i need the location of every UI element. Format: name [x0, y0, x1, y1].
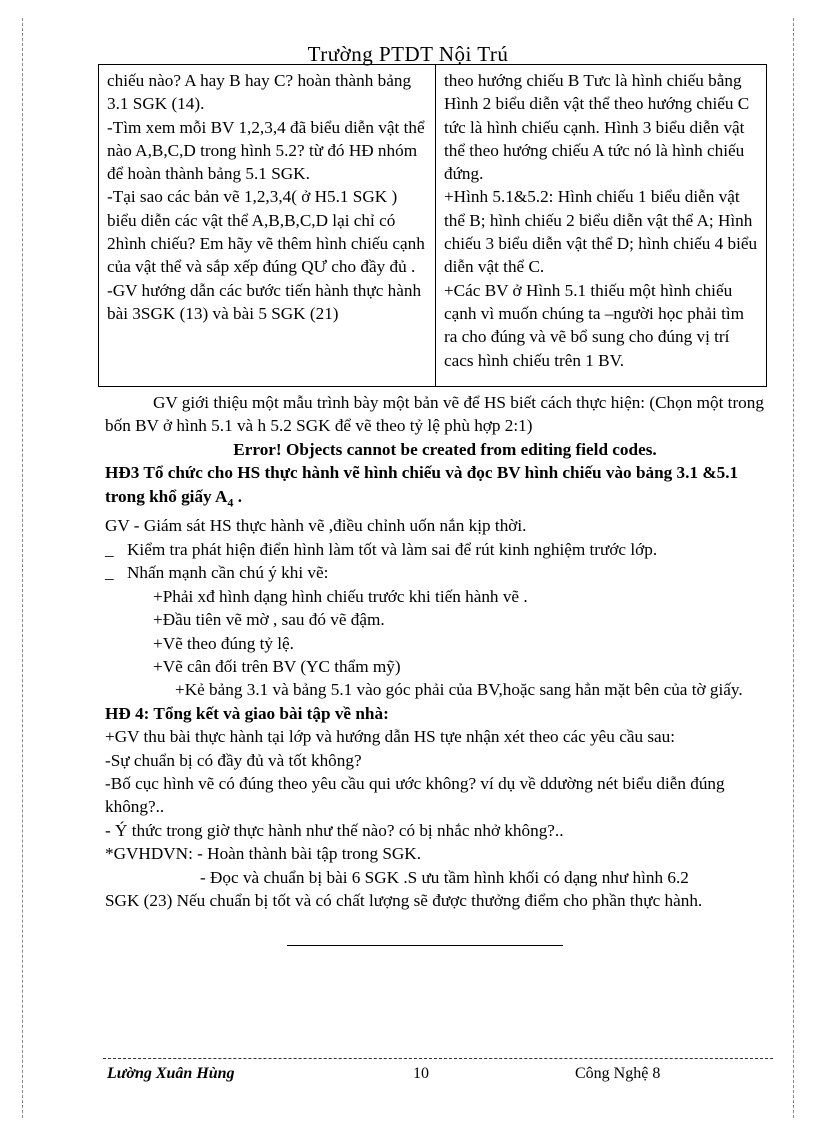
- list-item: [105, 538, 765, 561]
- error-message: Error! Objects cannot be created from editing field codes.: [233, 439, 657, 459]
- plus-item: +Vẽ cân đối trên BV (YC thẩm mỹ): [153, 656, 401, 676]
- gvhd-line: SGK (23) Nếu chuẩn bị tốt và có chất lượng sẽ được thưởng điểm cho phần thực hành.: [105, 890, 703, 910]
- plus-item: +Đầu tiên vẽ mờ , sau đó vẽ đậm.: [153, 610, 385, 630]
- table-paragraph: -Tìm xem mỗi BV 1,2,3,4 đã biểu diễn vật thể nào A,B,C,D trong hình 5.2? từ đó HĐ nhóm để hoàn thành bảng 5.1 SGK.: [107, 117, 425, 184]
- page-header-title: Trường PTDT Nội Trú: [307, 42, 509, 66]
- hd3-heading-subscript: 4: [227, 495, 234, 510]
- hd4-line: +GV thu bài thực hành tại lớp và hướng dẫn HS tựe nhận xét theo các yêu cầu sau:: [105, 727, 676, 747]
- table-paragraph: +Các BV ở Hình 5.1 thiếu một hình chiếu cạnh vì muốn chúng ta –người học phải tìm ra cho đúng và vẽ bổ sung cho đúng vị trí cacs hình chiếu trên 1 BV.: [443, 280, 745, 370]
- footer-subject: Công Nghệ 8: [575, 1065, 661, 1082]
- separator-line: [287, 945, 563, 946]
- dash-bullet: _: [105, 563, 114, 583]
- hd3-heading-text: HĐ3 Tổ chức cho HS thực hành vẽ hình chiếu và đọc BV hình chiếu vào bảng 3.1 &5.1 trong khổ giấy A: [105, 463, 739, 506]
- gvhd-text: - Hoàn thành bài tập trong SGK.: [192, 844, 422, 864]
- list-item-text: Nhấn mạnh cần chú ý khi vẽ:: [127, 563, 329, 583]
- table-paragraph: +Hình 5.1&5.2: Hình chiếu 1 biểu diễn vật thể B; hình chiếu 2 biểu diễn vật thể A; Hình chiếu 3 biểu diễn vật thể D; hình chiếu 4 biểu diễn vật thể C.: [443, 187, 758, 277]
- gvhd-line: - Đọc và chuẩn bị bài 6 SGK .S ưu tầm hình khối có dạng như hình 6.2: [200, 867, 689, 887]
- dash-bullet: _: [105, 539, 114, 559]
- footer-author: Lường Xuân Hùng: [107, 1065, 235, 1082]
- list-item-text: Kiểm tra phát hiện điển hình làm tốt và làm sai để rút kinh nghiệm trước lớp.: [127, 539, 658, 559]
- plus-item: +Kẻ bảng 3.1 và bảng 5.1 vào góc phải của BV,hoặc sang hẳn mặt bên của tờ giấy.: [175, 680, 743, 700]
- table-cell-left: [99, 65, 436, 386]
- plus-item: +Phải xđ hình dạng hình chiếu trước khi tiến hành vẽ .: [153, 586, 528, 606]
- gvhd-line: [105, 842, 765, 865]
- list-item: [105, 561, 765, 584]
- hd4-heading: HĐ 4: Tổng kết và giao bài tập về nhà:: [105, 703, 389, 723]
- footer-divider: [103, 1058, 773, 1059]
- main-body: [105, 391, 765, 912]
- table-paragraph: -Tại sao các bản vẽ 1,2,3,4( ở H5.1 SGK ) biểu diễn các vật thể A,B,B,C,D lại chỉ có 2hình chiếu? Em hãy vẽ thêm hình chiếu cạnh của vật thể và sắp xếp đúng QƯ cho đầy đủ .: [107, 187, 425, 277]
- gv-line: GV - Giám sát HS thực hành vẽ ,điều chỉnh uốn nắn kịp thời.: [105, 516, 527, 536]
- footer-page-number: 10: [413, 1065, 429, 1082]
- hd4-line: -Bố cục hình vẽ có đúng theo yêu cầu qui ước không? ví dụ về ddường nét biểu diễn đúng không?..: [105, 773, 725, 817]
- hd4-line: - Ý thức trong giờ thực hành như thế nào? có bị nhắc nhở không?..: [105, 820, 564, 840]
- table-cell-right: [436, 65, 766, 386]
- hd3-heading: [105, 461, 765, 514]
- intro-paragraph: GV giới thiệu một mẫu trình bày một bản vẽ để HS biết cách thực hiện: (Chọn một trong bốn BV ở hình 5.1 và h 5.2 SGK để vẽ theo tỷ lệ phù hợp 2:1): [105, 393, 764, 436]
- table-paragraph: chiếu nào? A hay B hay C? hoàn thành bảng 3.1 SGK (14).: [107, 71, 412, 114]
- plus-item: +Vẽ theo đúng tỷ lệ.: [153, 633, 294, 653]
- table-paragraph: theo hướng chiếu B Tưc là hình chiếu bằng: [443, 71, 742, 90]
- table-paragraph: -GV hướng dẫn các bước tiến hành thực hành bài 3SGK (13) và bài 5 SGK (21): [107, 280, 422, 323]
- content-table: [98, 64, 767, 387]
- hd3-heading-end: .: [233, 486, 243, 506]
- table-paragraph: Hình 2 biểu diễn vật thể theo hướng chiếu C tức là hình chiếu cạnh. Hình 3 biểu diễn vật thể theo hướng chiếu A tức nó là hình chiếu đứng.: [443, 94, 750, 184]
- hd4-line: -Sự chuẩn bị có đầy đủ và tốt không?: [105, 750, 362, 770]
- gvhd-label: *GVHDVN:: [105, 844, 193, 864]
